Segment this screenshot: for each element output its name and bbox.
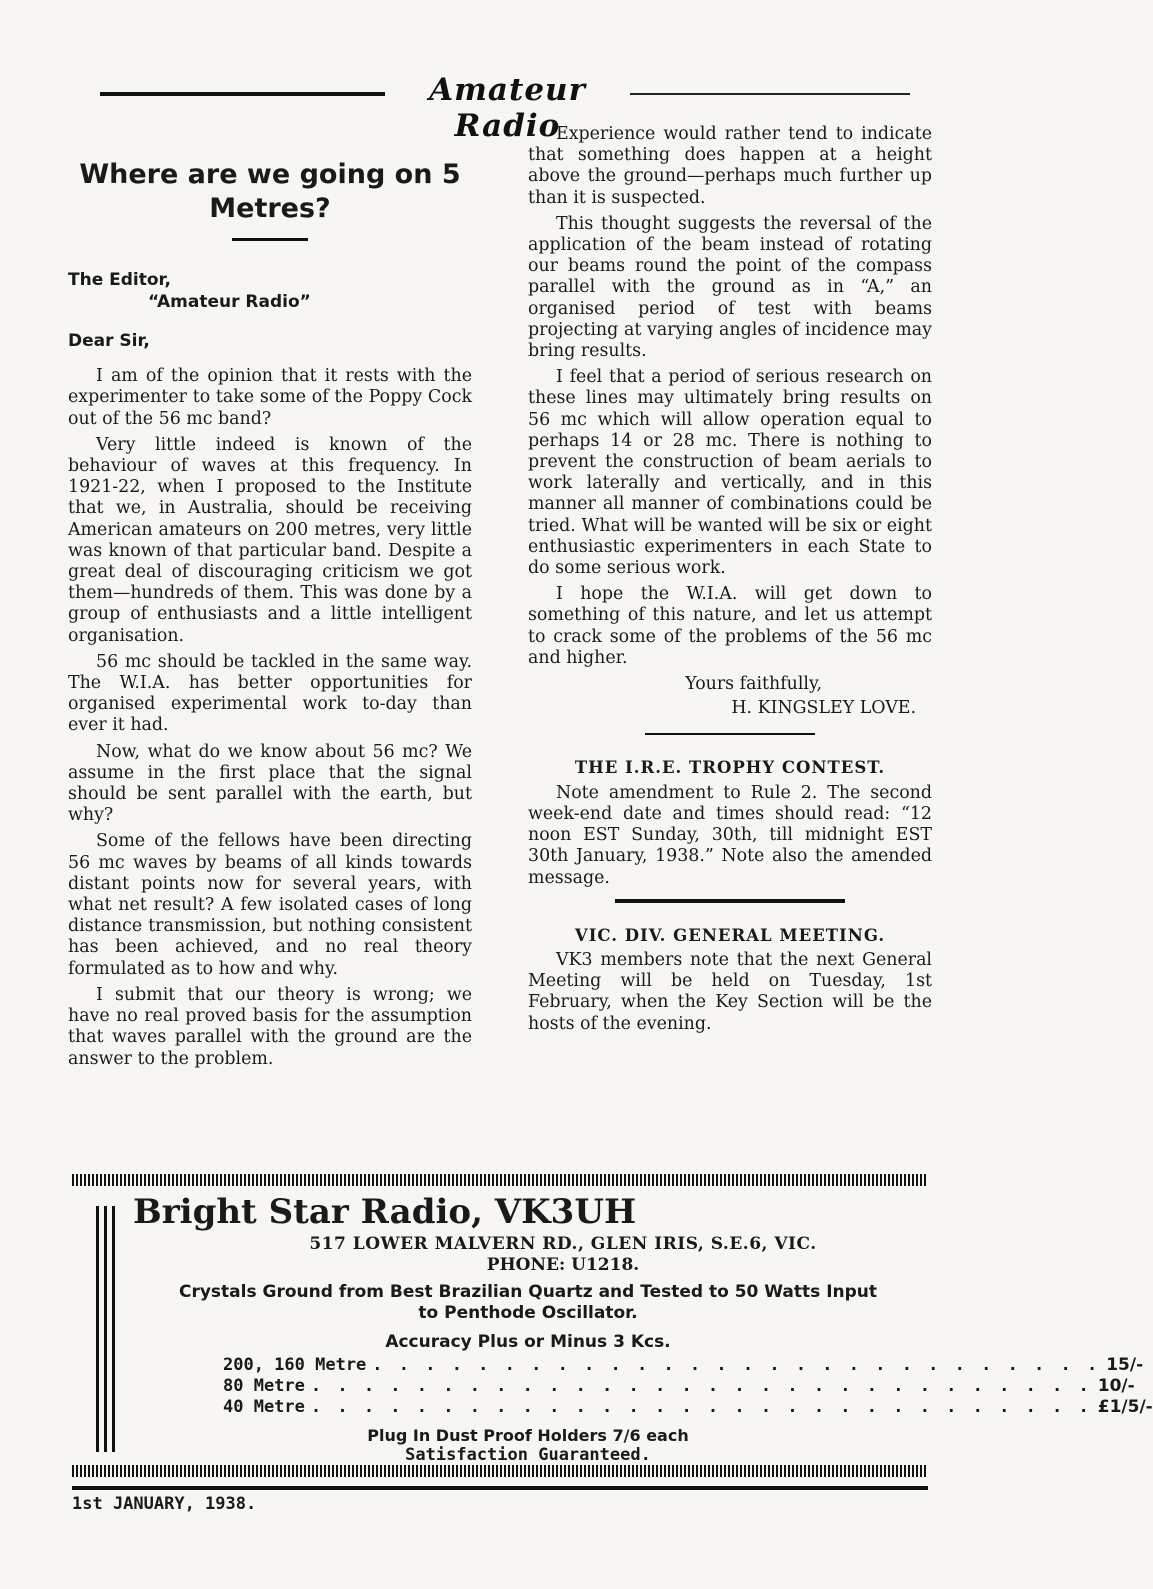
price-row xyxy=(223,1376,1135,1397)
paragraph: Experience would rather tend to indicate that something does happen at a height above the ground—perhaps much further up than it is suspected. xyxy=(528,124,932,208)
price-label: 200, 160 Metre xyxy=(223,1355,367,1375)
ad-accuracy: Accuracy Plus or Minus 3 Kcs. xyxy=(385,1332,671,1352)
paragraph: I hope the W.I.A. will get down to something of this nature, and let us attempt to crack some of the problems of the 56 mc and higher. xyxy=(528,584,932,668)
closing: Yours faithfully, xyxy=(685,674,822,695)
ad-top-border xyxy=(72,1174,928,1186)
price-row xyxy=(223,1397,1153,1418)
ad-side-border xyxy=(96,1206,118,1452)
advertisement xyxy=(128,1190,1153,1465)
price-amount: 15/- xyxy=(1106,1355,1144,1375)
paragraph: Very little indeed is known of the behaviour of waves at this frequency. In 1921-22, when I proposed to the Institute that we, in Australia, should be receiving American amateurs on 200 metres, very little was known of that particular band. Despite a great deal of discouraging criticism we got them—hundreds of them. This was done by a group of enthusiasts and a little intelligent organisation. xyxy=(68,434,472,646)
masthead-rule-left xyxy=(100,92,385,96)
ad-guarantee: Satisfaction Guaranteed. xyxy=(405,1445,651,1465)
price-list xyxy=(223,1355,1153,1418)
paragraph: Some of the fellows have been directing 56 mc waves by beams of all kinds towards distant points now for several years, with what net result? A few isolated cases of long distance transmission, but nothing consistent has been achieved, and no real theory formulated as to how and why. xyxy=(68,831,472,979)
section-rule xyxy=(615,899,845,903)
left-column xyxy=(68,124,472,1075)
ad-holders: Plug In Dust Proof Holders 7/6 each xyxy=(367,1426,689,1445)
title-rule xyxy=(232,238,308,241)
ad-phone: PHONE: U1218. xyxy=(486,1255,640,1275)
footer-rule xyxy=(72,1486,928,1490)
ad-address: 517 LOWER MALVERN RD., GLEN IRIS, S.E.6, VIC. xyxy=(309,1234,817,1254)
ad-business-name: Bright Star Radio, VK3UH xyxy=(133,1192,637,1232)
price-row xyxy=(223,1355,1144,1376)
right-column xyxy=(528,124,932,1040)
ad-description-1: Crystals Ground from Best Brazilian Quartz and Tested to 50 Watts Input xyxy=(178,1282,878,1302)
paragraph: Now, what do we know about 56 mc? We assume in the first place that the signal should be sent parallel with the earth, but why? xyxy=(68,741,472,826)
paragraph: 56 mc should be tackled in the same way. The W.I.A. has better opportunities for organised experimental work to-day than ever it had. xyxy=(68,651,472,736)
signature: H. KINGSLEY LOVE. xyxy=(731,698,916,719)
price-amount: 10/- xyxy=(1097,1376,1135,1396)
addressee-line-2: “Amateur Radio” xyxy=(148,292,311,312)
meeting-body: VK3 members note that the next General Meeting will be held on Tuesday, 1st February, when the Key Section will be the hosts of the evening. xyxy=(528,949,932,1034)
paragraph: I feel that a period of serious research on these lines may ultimately bring results on 56 mc which will allow operation equal to perhaps 14 or 28 mc. There is nothing to prevent the construction of beam aerials to work laterally and vertically, and in this manner all manner of combinations could be tried. What will be wanted will be six or eight enthusiastic experimenters in each State to do some serious work. xyxy=(528,367,932,579)
paragraph: I am of the opinion that it rests with the experimenter to take some of the Poppy Cock out of the 56 mc band? xyxy=(68,366,472,429)
greeting: Dear Sir, xyxy=(68,331,150,351)
issue-date: 1st JANUARY, 1938. xyxy=(72,1494,257,1514)
leader-dots: . . . . . . . . . . . . . . . . . . . . . . . . . . . . xyxy=(372,1355,1101,1375)
leader-dots: . . . . . . . . . . . . . . . . . . . . . . . . . . . . . . xyxy=(310,1397,1092,1417)
price-amount: £1/5/- xyxy=(1097,1397,1153,1417)
masthead-logo: Amateur Radio xyxy=(429,72,586,144)
price-label: 80 Metre xyxy=(223,1376,305,1396)
trophy-body: Note amendment to Rule 2. The second week-end date and times should read: “12 noon EST Sunday, 30th, till midnight EST 30th January, 1938.” Note also the amended message. xyxy=(528,782,932,888)
masthead xyxy=(100,70,910,144)
ad-description-2: to Penthode Oscillator. xyxy=(418,1303,638,1323)
ad-bottom-border xyxy=(72,1465,928,1477)
addressee-line-1: The Editor, xyxy=(68,270,171,290)
masthead-rule-right xyxy=(630,93,910,95)
article-title: Where are we going on 5 Metres? xyxy=(79,159,461,224)
meeting-heading: VIC. DIV. GENERAL MEETING. xyxy=(574,925,886,945)
price-label: 40 Metre xyxy=(223,1397,305,1417)
paragraph: I submit that our theory is wrong; we have no real proved basis for the assumption that waves parallel with the ground are the answer to the problem. xyxy=(68,984,472,1069)
paragraph: This thought suggests the reversal of the application of the beam instead of rotating our beams round the point of the compass parallel with the ground as in “A,” an organised period of test with beams projecting at varying angles of incidence may bring results. xyxy=(528,213,932,362)
leader-dots: . . . . . . . . . . . . . . . . . . . . . . . . . . . . . . xyxy=(310,1376,1092,1396)
trophy-heading: THE I.R.E. TROPHY CONTEST. xyxy=(574,758,886,778)
addressee xyxy=(68,269,472,313)
section-rule xyxy=(645,733,815,735)
